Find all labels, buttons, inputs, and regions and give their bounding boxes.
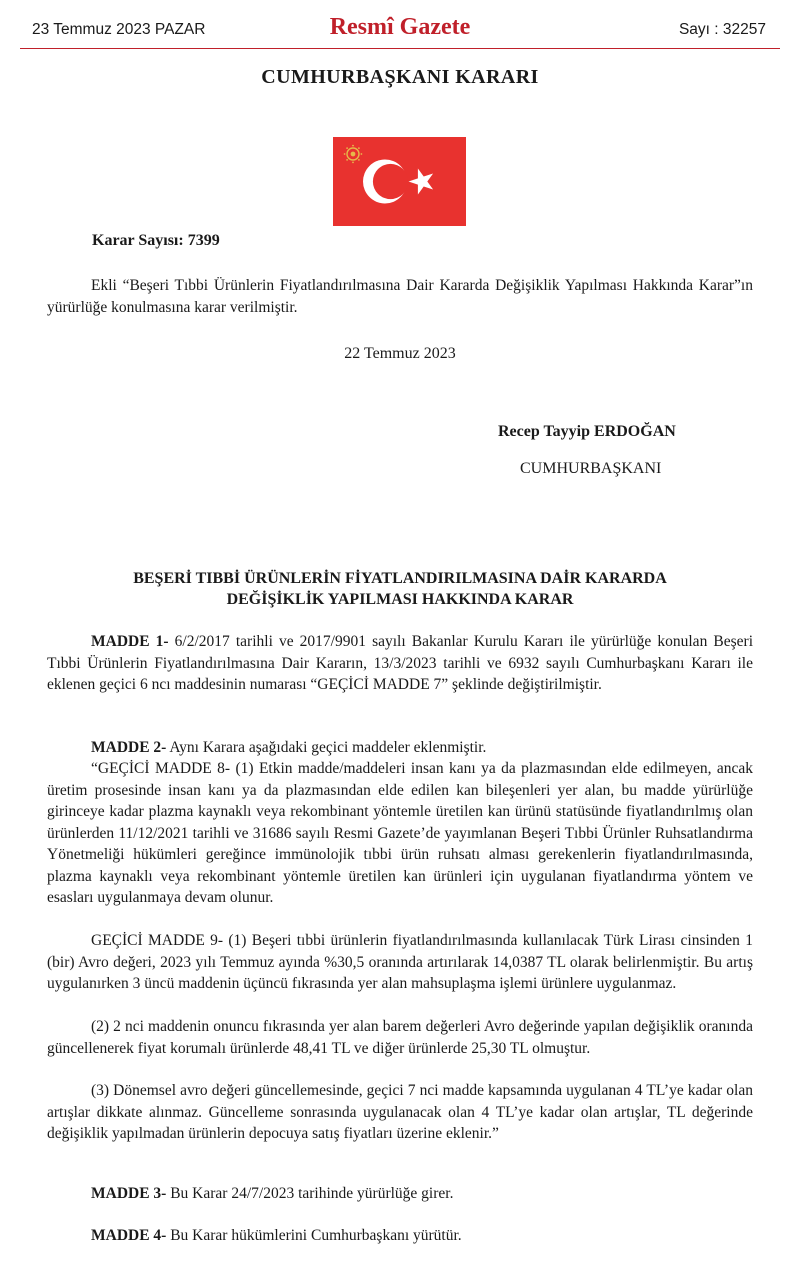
provisional-article-8: “GEÇİCİ MADDE 8- (1) Etkin madde/maddeleri insan kanı ya da plazmasından elde edilmeyen, ancak üretim prosesinde insan kanı ya da plazmasından elde edilen kan bileşenleri yer alan, bu madde yürürlüğe girinceye kadar plazma kaynaklı veya rekombinant yöntemle üretilen kan ürünü statüsünde fiyatlandırılmış olan ürünlerden 11/12/2021 tarihli ve 31686 sayılı Resmi Gazete’de yayımlanan Beşeri Tıbbi Ürünler Ruhsatlandırma Yönetmeliği hükümleri gereğince immünolojik tıbbi ürün ruhsatı alması gerekenlerin fiyatlandırılmasında, plazma kaynaklı veya rekombinant yöntemle üretilen kan ürünleri için uygulanan fiyatlandırma yöntem ve esasları uygulanmaya devam olunur.: [47, 760, 753, 906]
article-3: [47, 1183, 753, 1205]
article-2-text: Aynı Karara aşağıdaki geçici maddeler eklenmiştir.: [166, 739, 487, 756]
header-divider: [20, 48, 780, 49]
gazette-issue-number: Sayı : 32257: [678, 21, 766, 38]
signer-name: Recep Tayyip ERDOĞAN: [498, 423, 676, 440]
article-1-text: 6/2/2017 tarihli ve 2017/9901 sayılı Bakanlar Kurulu Kararı ile yürürlüğe konulan Beşeri Tıbbi Ürünlerin Fiyatlandırılmasına Dair Kararın, 13/3/2023 tarihli ve 6932 sayılı Cumhurbaşkanı Kararı ile eklenen geçici 6 ncı maddesinin numarası “GEÇİCİ MADDE 7” şeklinde değiştirilmiştir.: [47, 633, 754, 693]
gazette-date: 23 Temmuz 2023 PAZAR: [32, 21, 206, 38]
decision-date: 22 Temmuz 2023: [344, 345, 456, 362]
signer-title: CUMHURBAŞKANI: [520, 460, 662, 477]
decision-intro-paragraph: Ekli “Beşeri Tıbbi Ürünlerin Fiyatlandırılmasına Dair Kararda Değişiklik Yapılması Hakkında Karar”ın yürürlüğe konulmasına karar verilmiştir.: [47, 277, 753, 316]
article-3-label: MADDE 3-: [91, 1185, 167, 1202]
article-1: [47, 631, 753, 696]
law-title-line-2: DEĞİŞİKLİK YAPILMASI HAKKINDA KARAR: [226, 591, 574, 608]
article-4-text: Bu Karar hükümlerini Cumhurbaşkanı yürütür.: [166, 1227, 462, 1244]
article-2-label: MADDE 2-: [91, 739, 167, 756]
document-type-heading: CUMHURBAŞKANI KARARI: [261, 66, 539, 88]
law-title-line-1: BEŞERİ TIBBİ ÜRÜNLERİN FİYATLANDIRILMASINA DAİR KARARDA: [133, 570, 667, 587]
article-1-label: MADDE 1-: [91, 633, 169, 650]
law-title: [0, 568, 800, 610]
provisional-article-9-clause-2: (2) 2 nci maddenin onuncu fıkrasında yer alan barem değerleri Avro değerinde yapılan değişiklik oranında güncellenerek fiyat korumalı ürünlerde 48,41 TL ve diğer ürünlerde 25,30 TL olmuştur.: [47, 1018, 753, 1057]
presidential-seal-icon: [344, 145, 363, 164]
article-2: [47, 737, 753, 759]
provisional-article-9-clause-1: GEÇİCİ MADDE 9- (1) Beşeri tıbbi ürünlerin fiyatlandırılmasında kullanılacak Türk Lirası cinsinden 1 (bir) Avro değeri, 2023 yılı Temmuz ayında %30,5 oranında artırılarak 14,0387 TL olarak belirlenmiştir. Bu artış uygulanırken 3 üncü maddenin üçüncü fıkrasında yer alan mahsuplaşma işlemi ürünlere uygulanmaz.: [47, 932, 753, 992]
turkish-flag-icon: [333, 137, 466, 226]
gazette-title: Resmî Gazete: [329, 14, 471, 40]
article-3-text: Bu Karar 24/7/2023 tarihinde yürürlüğe girer.: [166, 1185, 454, 1202]
decision-number: Karar Sayısı: 7399: [92, 232, 220, 249]
article-4-label: MADDE 4-: [91, 1227, 167, 1244]
article-4: [47, 1225, 753, 1247]
provisional-article-9-clause-3: (3) Dönemsel avro değeri güncellemesinde, geçici 7 nci madde kapsamında uygulanan 4 TL’ye kadar olan artışlar dikkate alınmaz. Güncelleme sonrasında uygulanacak olan 4 TL’ye kadar olan artışlar, TL değerinde değişiklik yapılmadan ürünlerin depocuya satış fiyatları üzerine eklenir.”: [47, 1082, 753, 1142]
